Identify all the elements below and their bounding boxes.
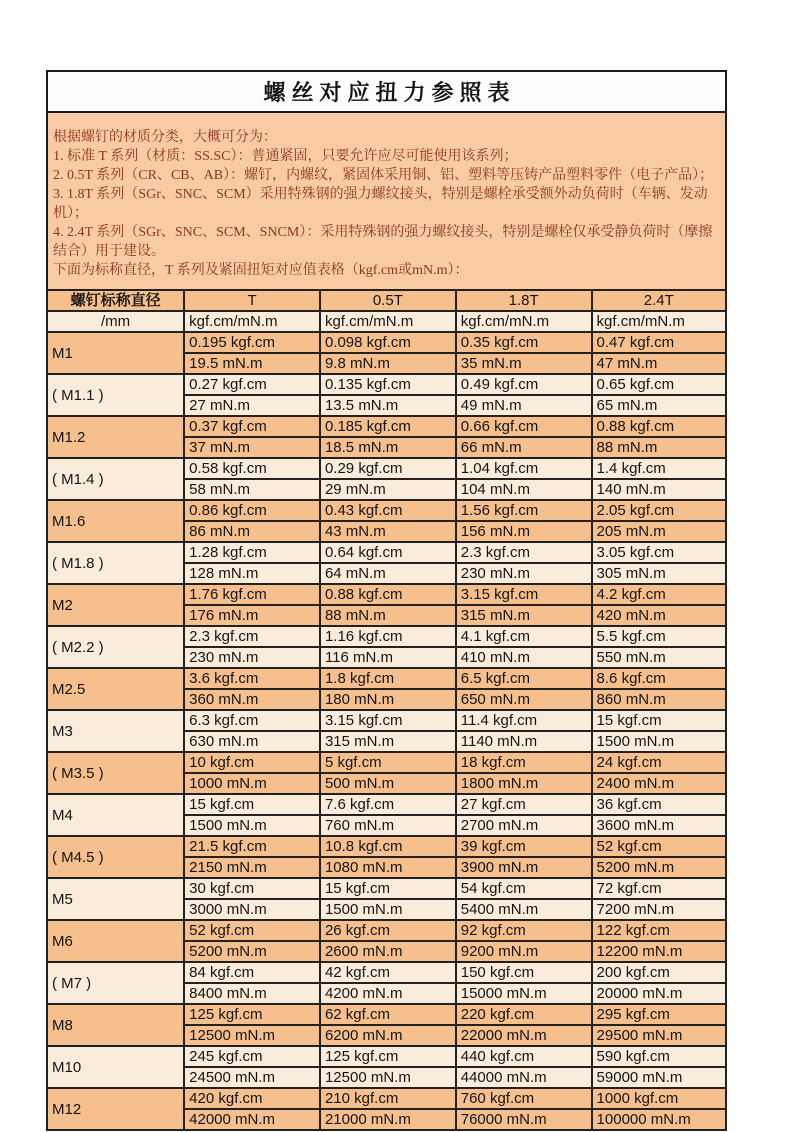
torque-kgf-cell: 1.04 kgf.cm	[456, 458, 592, 479]
torque-kgf-cell: 36 kgf.cm	[592, 794, 726, 815]
intro-line: 1. 标准 T 系列（材质：SS.SC）：普通紧固，只要允许应尽可能使用该系列；	[53, 149, 518, 164]
torque-mnm-cell: 128 mN.m	[184, 563, 320, 584]
torque-mnm-cell: 2400 mN.m	[592, 773, 726, 794]
torque-kgf-cell: 42 kgf.cm	[320, 962, 456, 983]
torque-mnm-cell: 24500 mN.m	[184, 1067, 320, 1088]
torque-mnm-cell: 315 mN.m	[456, 605, 592, 626]
torque-mnm-cell: 20000 mN.m	[592, 983, 726, 1004]
size-label-cell: M5	[47, 878, 184, 920]
torque-mnm-cell: 64 mN.m	[320, 563, 456, 584]
table-row	[47, 1088, 726, 1109]
header-cell-05t: 0.5T	[320, 290, 456, 311]
torque-kgf-cell: 10 kgf.cm	[184, 752, 320, 773]
document-sheet	[46, 70, 727, 1131]
torque-kgf-cell: 0.64 kgf.cm	[320, 542, 456, 563]
torque-mnm-cell: 550 mN.m	[592, 647, 726, 668]
torque-kgf-cell: 52 kgf.cm	[184, 920, 320, 941]
size-label-cell: M4	[47, 794, 184, 836]
torque-mnm-cell: 27 mN.m	[184, 395, 320, 416]
torque-mnm-cell: 1500 mN.m	[592, 731, 726, 752]
torque-kgf-cell: 0.88 kgf.cm	[592, 416, 726, 437]
torque-mnm-cell: 410 mN.m	[456, 647, 592, 668]
torque-mnm-cell: 12500 mN.m	[320, 1067, 456, 1088]
torque-mnm-cell: 4200 mN.m	[320, 983, 456, 1004]
torque-mnm-cell: 9200 mN.m	[456, 941, 592, 962]
torque-kgf-cell: 39 kgf.cm	[456, 836, 592, 857]
torque-mnm-cell: 86 mN.m	[184, 521, 320, 542]
size-label-cell: M2.5	[47, 668, 184, 710]
table-header-row	[47, 290, 726, 311]
torque-mnm-cell: 205 mN.m	[592, 521, 726, 542]
table-row	[47, 752, 726, 773]
torque-mnm-cell: 88 mN.m	[592, 437, 726, 458]
torque-kgf-cell: 295 kgf.cm	[592, 1004, 726, 1025]
table-row	[47, 668, 726, 689]
table-row	[47, 962, 726, 983]
torque-mnm-cell: 21000 mN.m	[320, 1109, 456, 1130]
torque-kgf-cell: 6.3 kgf.cm	[184, 710, 320, 731]
torque-mnm-cell: 420 mN.m	[592, 605, 726, 626]
header-unit-label: /mm	[47, 311, 184, 332]
torque-mnm-cell: 104 mN.m	[456, 479, 592, 500]
torque-mnm-cell: 2700 mN.m	[456, 815, 592, 836]
size-label-cell: M6	[47, 920, 184, 962]
size-label-cell: ( M1.4 )	[47, 458, 184, 500]
header-unit-cell: kgf.cm/mN.m	[592, 311, 726, 332]
torque-mnm-cell: 76000 mN.m	[456, 1109, 592, 1130]
intro-line: 4. 2.4T 系列（SGr、SNC、SCM、SNCM）：采用特殊钢的强力螺纹接头，特别是螺栓仅承受静负荷时（摩擦结合）用于建设。	[53, 225, 713, 259]
torque-kgf-cell: 3.05 kgf.cm	[592, 542, 726, 563]
torque-kgf-cell: 220 kgf.cm	[456, 1004, 592, 1025]
page-title: 螺丝对应扭力参照表	[263, 80, 516, 105]
torque-kgf-cell: 0.66 kgf.cm	[456, 416, 592, 437]
header-cell-24t: 2.4T	[592, 290, 726, 311]
torque-mnm-cell: 1140 mN.m	[456, 731, 592, 752]
torque-mnm-cell: 65 mN.m	[592, 395, 726, 416]
torque-mnm-cell: 156 mN.m	[456, 521, 592, 542]
size-label-cell: M1	[47, 332, 184, 374]
torque-mnm-cell: 180 mN.m	[320, 689, 456, 710]
torque-mnm-cell: 1080 mN.m	[320, 857, 456, 878]
size-label-cell: M1.2	[47, 416, 184, 458]
table-row	[47, 332, 726, 353]
torque-kgf-cell: 24 kgf.cm	[592, 752, 726, 773]
torque-kgf-cell: 0.27 kgf.cm	[184, 374, 320, 395]
torque-table	[46, 289, 727, 1131]
torque-mnm-cell: 140 mN.m	[592, 479, 726, 500]
torque-mnm-cell: 88 mN.m	[320, 605, 456, 626]
torque-kgf-cell: 1.28 kgf.cm	[184, 542, 320, 563]
torque-kgf-cell: 440 kgf.cm	[456, 1046, 592, 1067]
torque-kgf-cell: 21.5 kgf.cm	[184, 836, 320, 857]
torque-kgf-cell: 1.8 kgf.cm	[320, 668, 456, 689]
torque-mnm-cell: 19.5 mN.m	[184, 353, 320, 374]
torque-mnm-cell: 66 mN.m	[456, 437, 592, 458]
torque-mnm-cell: 49 mN.m	[456, 395, 592, 416]
torque-kgf-cell: 27 kgf.cm	[456, 794, 592, 815]
torque-mnm-cell: 5400 mN.m	[456, 899, 592, 920]
torque-kgf-cell: 11.4 kgf.cm	[456, 710, 592, 731]
torque-kgf-cell: 18 kgf.cm	[456, 752, 592, 773]
intro-section	[46, 113, 727, 289]
table-row	[47, 1046, 726, 1067]
header-unit-cell: kgf.cm/mN.m	[456, 311, 592, 332]
torque-kgf-cell: 15 kgf.cm	[184, 794, 320, 815]
torque-kgf-cell: 0.35 kgf.cm	[456, 332, 592, 353]
torque-mnm-cell: 7200 mN.m	[592, 899, 726, 920]
torque-mnm-cell: 230 mN.m	[184, 647, 320, 668]
torque-kgf-cell: 10.8 kgf.cm	[320, 836, 456, 857]
torque-kgf-cell: 1.56 kgf.cm	[456, 500, 592, 521]
size-label-cell: ( M4.5 )	[47, 836, 184, 878]
table-row	[47, 794, 726, 815]
size-label-cell: ( M7 )	[47, 962, 184, 1004]
torque-kgf-cell: 0.65 kgf.cm	[592, 374, 726, 395]
torque-kgf-cell: 52 kgf.cm	[592, 836, 726, 857]
torque-kgf-cell: 62 kgf.cm	[320, 1004, 456, 1025]
torque-mnm-cell: 1800 mN.m	[456, 773, 592, 794]
header-unit-cell: kgf.cm/mN.m	[320, 311, 456, 332]
torque-mnm-cell: 5200 mN.m	[592, 857, 726, 878]
torque-kgf-cell: 125 kgf.cm	[320, 1046, 456, 1067]
torque-kgf-cell: 0.195 kgf.cm	[184, 332, 320, 353]
torque-kgf-cell: 1000 kgf.cm	[592, 1088, 726, 1109]
torque-kgf-cell: 590 kgf.cm	[592, 1046, 726, 1067]
size-label-cell: M2	[47, 584, 184, 626]
torque-mnm-cell: 35 mN.m	[456, 353, 592, 374]
torque-kgf-cell: 1.16 kgf.cm	[320, 626, 456, 647]
table-row	[47, 836, 726, 857]
torque-mnm-cell: 650 mN.m	[456, 689, 592, 710]
torque-kgf-cell: 0.29 kgf.cm	[320, 458, 456, 479]
table-row	[47, 416, 726, 437]
torque-mnm-cell: 3900 mN.m	[456, 857, 592, 878]
torque-kgf-cell: 3.15 kgf.cm	[456, 584, 592, 605]
header-cell-18t: 1.8T	[456, 290, 592, 311]
torque-kgf-cell: 30 kgf.cm	[184, 878, 320, 899]
torque-mnm-cell: 1000 mN.m	[184, 773, 320, 794]
torque-kgf-cell: 1.76 kgf.cm	[184, 584, 320, 605]
torque-mnm-cell: 305 mN.m	[592, 563, 726, 584]
torque-mnm-cell: 176 mN.m	[184, 605, 320, 626]
intro-line: 2. 0.5T 系列（CR、CB、AB）：螺钉，内螺纹，紧固体采用铜、铝、塑料等压铸产品塑料零件（电子产品）；	[53, 168, 714, 183]
torque-kgf-cell: 5 kgf.cm	[320, 752, 456, 773]
torque-mnm-cell: 15000 mN.m	[456, 983, 592, 1004]
intro-line: 3. 1.8T 系列（SGr、SNC、SCM）采用特殊钢的强力螺纹接头，特别是螺栓承受额外动负荷时（车辆、发动机）；	[53, 187, 708, 221]
header-size-label: 螺钉标称直径	[47, 290, 184, 311]
torque-kgf-cell: 0.43 kgf.cm	[320, 500, 456, 521]
torque-mnm-cell: 9.8 mN.m	[320, 353, 456, 374]
torque-mnm-cell: 500 mN.m	[320, 773, 456, 794]
table-row	[47, 458, 726, 479]
torque-kgf-cell: 3.6 kgf.cm	[184, 668, 320, 689]
torque-mnm-cell: 5200 mN.m	[184, 941, 320, 962]
torque-kgf-cell: 122 kgf.cm	[592, 920, 726, 941]
torque-mnm-cell: 8400 mN.m	[184, 983, 320, 1004]
torque-mnm-cell: 1500 mN.m	[184, 815, 320, 836]
torque-mnm-cell: 58 mN.m	[184, 479, 320, 500]
torque-kgf-cell: 92 kgf.cm	[456, 920, 592, 941]
torque-kgf-cell: 245 kgf.cm	[184, 1046, 320, 1067]
torque-mnm-cell: 44000 mN.m	[456, 1067, 592, 1088]
torque-mnm-cell: 37 mN.m	[184, 437, 320, 458]
torque-mnm-cell: 18.5 mN.m	[320, 437, 456, 458]
torque-mnm-cell: 12500 mN.m	[184, 1025, 320, 1046]
torque-kgf-cell: 0.098 kgf.cm	[320, 332, 456, 353]
torque-kgf-cell: 4.2 kgf.cm	[592, 584, 726, 605]
torque-kgf-cell: 54 kgf.cm	[456, 878, 592, 899]
table-row	[47, 626, 726, 647]
torque-kgf-cell: 0.58 kgf.cm	[184, 458, 320, 479]
size-label-cell: ( M1.1 )	[47, 374, 184, 416]
torque-kgf-cell: 200 kgf.cm	[592, 962, 726, 983]
torque-mnm-cell: 42000 mN.m	[184, 1109, 320, 1130]
torque-mnm-cell: 760 mN.m	[320, 815, 456, 836]
torque-mnm-cell: 315 mN.m	[320, 731, 456, 752]
torque-kgf-cell: 3.15 kgf.cm	[320, 710, 456, 731]
torque-mnm-cell: 360 mN.m	[184, 689, 320, 710]
torque-mnm-cell: 12200 mN.m	[592, 941, 726, 962]
torque-kgf-cell: 15 kgf.cm	[320, 878, 456, 899]
torque-mnm-cell: 6200 mN.m	[320, 1025, 456, 1046]
table-row	[47, 920, 726, 941]
size-label-cell: ( M1.8 )	[47, 542, 184, 584]
torque-mnm-cell: 47 mN.m	[592, 353, 726, 374]
torque-kgf-cell: 150 kgf.cm	[456, 962, 592, 983]
torque-kgf-cell: 4.1 kgf.cm	[456, 626, 592, 647]
size-label-cell: M8	[47, 1004, 184, 1046]
table-unit-row	[47, 311, 726, 332]
torque-kgf-cell: 760 kgf.cm	[456, 1088, 592, 1109]
torque-mnm-cell: 13.5 mN.m	[320, 395, 456, 416]
size-label-cell: ( M3.5 )	[47, 752, 184, 794]
torque-table-body	[47, 332, 726, 1130]
table-row	[47, 584, 726, 605]
torque-mnm-cell: 3600 mN.m	[592, 815, 726, 836]
torque-kgf-cell: 26 kgf.cm	[320, 920, 456, 941]
torque-mnm-cell: 100000 mN.m	[592, 1109, 726, 1130]
torque-kgf-cell: 210 kgf.cm	[320, 1088, 456, 1109]
torque-kgf-cell: 15 kgf.cm	[592, 710, 726, 731]
header-unit-cell: kgf.cm/mN.m	[184, 311, 320, 332]
title-box	[46, 70, 727, 113]
torque-kgf-cell: 0.49 kgf.cm	[456, 374, 592, 395]
torque-mnm-cell: 3000 mN.m	[184, 899, 320, 920]
header-cell-t: T	[184, 290, 320, 311]
torque-kgf-cell: 0.86 kgf.cm	[184, 500, 320, 521]
torque-mnm-cell: 230 mN.m	[456, 563, 592, 584]
torque-kgf-cell: 0.47 kgf.cm	[592, 332, 726, 353]
torque-mnm-cell: 2150 mN.m	[184, 857, 320, 878]
torque-kgf-cell: 7.6 kgf.cm	[320, 794, 456, 815]
table-row	[47, 542, 726, 563]
table-row	[47, 878, 726, 899]
torque-kgf-cell: 0.185 kgf.cm	[320, 416, 456, 437]
torque-kgf-cell: 72 kgf.cm	[592, 878, 726, 899]
torque-kgf-cell: 0.135 kgf.cm	[320, 374, 456, 395]
torque-mnm-cell: 860 mN.m	[592, 689, 726, 710]
torque-kgf-cell: 125 kgf.cm	[184, 1004, 320, 1025]
size-label-cell: M3	[47, 710, 184, 752]
size-label-cell: M1.6	[47, 500, 184, 542]
torque-mnm-cell: 29500 mN.m	[592, 1025, 726, 1046]
size-label-cell: ( M2.2 )	[47, 626, 184, 668]
torque-mnm-cell: 22000 mN.m	[456, 1025, 592, 1046]
torque-mnm-cell: 59000 mN.m	[592, 1067, 726, 1088]
torque-kgf-cell: 420 kgf.cm	[184, 1088, 320, 1109]
size-label-cell: M10	[47, 1046, 184, 1088]
torque-kgf-cell: 0.88 kgf.cm	[320, 584, 456, 605]
torque-mnm-cell: 43 mN.m	[320, 521, 456, 542]
torque-kgf-cell: 0.37 kgf.cm	[184, 416, 320, 437]
intro-line: 根据螺钉的材质分类，大概可分为：	[53, 130, 277, 145]
size-label-cell: M12	[47, 1088, 184, 1130]
torque-kgf-cell: 2.3 kgf.cm	[184, 626, 320, 647]
torque-mnm-cell: 1500 mN.m	[320, 899, 456, 920]
table-row	[47, 500, 726, 521]
table-row	[47, 374, 726, 395]
torque-kgf-cell: 84 kgf.cm	[184, 962, 320, 983]
torque-kgf-cell: 2.05 kgf.cm	[592, 500, 726, 521]
torque-mnm-cell: 630 mN.m	[184, 731, 320, 752]
torque-mnm-cell: 29 mN.m	[320, 479, 456, 500]
torque-kgf-cell: 6.5 kgf.cm	[456, 668, 592, 689]
torque-mnm-cell: 2600 mN.m	[320, 941, 456, 962]
table-row	[47, 1004, 726, 1025]
intro-line: 下面为标称直径，T 系列及紧固扭矩对应值表格（kgf.cm或mN.m）：	[53, 263, 469, 278]
torque-mnm-cell: 116 mN.m	[320, 647, 456, 668]
torque-kgf-cell: 5.5 kgf.cm	[592, 626, 726, 647]
torque-kgf-cell: 8.6 kgf.cm	[592, 668, 726, 689]
torque-kgf-cell: 2.3 kgf.cm	[456, 542, 592, 563]
torque-kgf-cell: 1.4 kgf.cm	[592, 458, 726, 479]
table-row	[47, 710, 726, 731]
